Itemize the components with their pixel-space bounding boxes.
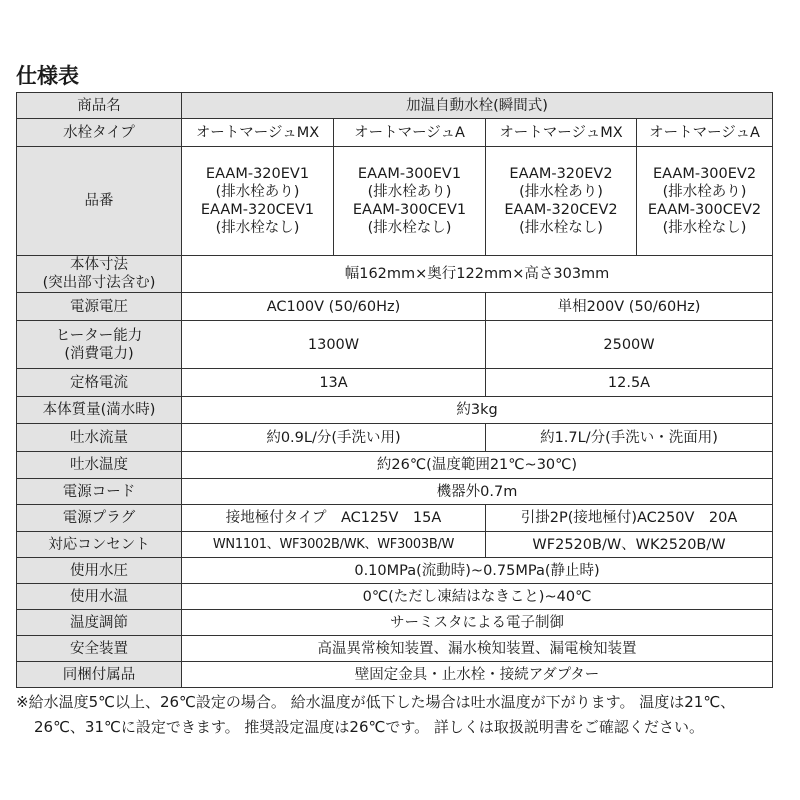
part-note: (排水栓なし) [519, 220, 603, 236]
part-note: (排水栓あり) [367, 184, 452, 200]
row-outlet-temp [17, 452, 773, 479]
label-part-number: 品番 [17, 147, 182, 256]
value-current-200v: 12.5A [486, 369, 773, 397]
page-title: 仕様表 [16, 64, 79, 88]
part-number: EAAM-300CEV2 [647, 202, 762, 218]
label-water-temp: 使用水温 [17, 584, 182, 610]
footnote [16, 690, 791, 740]
value-outlet-200v: WF2520B/W、WK2520B/W [486, 532, 773, 558]
label-dimensions [17, 256, 182, 293]
part-number: EAAM-320CEV2 [504, 202, 618, 218]
label-dimensions-line2: (突出部寸法含む) [42, 275, 156, 291]
value-part-number-1 [182, 147, 334, 256]
row-temp-control [17, 610, 773, 636]
value-part-number-4 [637, 147, 773, 256]
part-note: (排水栓なし) [215, 220, 300, 236]
value-faucet-type-1: オートマージュMX [182, 119, 334, 147]
part-note: (排水栓なし) [367, 220, 452, 236]
value-plug-100v: 接地極付タイプ AC125V 15A [182, 505, 486, 532]
value-mass: 約3kg [182, 397, 773, 424]
label-voltage: 電源電圧 [17, 293, 182, 321]
value-current-100v: 13A [182, 369, 486, 397]
row-heater [17, 321, 773, 369]
row-plug [17, 505, 773, 532]
part-number: EAAM-300EV1 [357, 166, 462, 182]
value-accessories: 壁固定金具・止水栓・接続アダプター [182, 662, 773, 688]
value-voltage-100v: AC100V (50/60Hz) [182, 293, 486, 321]
value-faucet-type-2: オートマージュA [334, 119, 486, 147]
value-temp-control: サーミスタによる電子制御 [182, 610, 773, 636]
part-note: (排水栓なし) [662, 220, 747, 236]
label-heater-line2: (消費電力) [64, 345, 134, 362]
value-plug-200v: 引掛2P(接地極付)AC250V 20A [486, 505, 773, 532]
label-current: 定格電流 [17, 369, 182, 397]
footnote-line-1: ※給水温度5℃以上、26℃設定の場合。 給水温度が低下した場合は吐水温度が下がります。 温度は21℃、 [16, 693, 736, 711]
label-outlet-temp: 吐水温度 [17, 452, 182, 479]
label-product-name: 商品名 [17, 93, 182, 119]
row-cord [17, 479, 773, 505]
value-dimensions: 幅162mm×奥行122mm×高さ303mm [182, 256, 773, 293]
value-voltage-200v: 単相200V (50/60Hz) [486, 293, 773, 321]
footnote-line-2: 26℃、31℃に設定できます。 推奨設定温度は26℃です。 詳しくは取扱説明書をご確認ください。 [34, 718, 704, 736]
row-accessories [17, 662, 773, 688]
row-dimensions [17, 256, 773, 293]
label-faucet-type: 水栓タイプ [17, 119, 182, 147]
part-number: EAAM-320CEV1 [200, 202, 315, 218]
label-pressure: 使用水圧 [17, 558, 182, 584]
label-accessories: 同梱付属品 [17, 662, 182, 688]
row-part-number [17, 147, 773, 256]
part-number: EAAM-320EV2 [509, 166, 613, 182]
label-cord: 電源コード [17, 479, 182, 505]
label-heater [17, 321, 182, 369]
spec-table [16, 92, 773, 688]
row-water-temp [17, 584, 773, 610]
value-product-name: 加温自動水栓(瞬間式) [182, 93, 773, 119]
label-dimensions-line1: 本体寸法 [70, 257, 128, 273]
value-flow-200v: 約1.7L/分(手洗い・洗面用) [486, 424, 773, 452]
value-faucet-type-4: オートマージュA [637, 119, 773, 147]
value-part-number-2 [334, 147, 486, 256]
row-outlet [17, 532, 773, 558]
row-product-name [17, 93, 773, 119]
part-number: EAAM-300EV2 [652, 166, 757, 182]
label-outlet: 対応コンセント [17, 532, 182, 558]
row-voltage [17, 293, 773, 321]
part-note: (排水栓あり) [215, 184, 300, 200]
value-heater-100v: 1300W [182, 321, 486, 369]
label-flow: 吐水流量 [17, 424, 182, 452]
value-safety: 高温異常検知装置、漏水検知装置、漏電検知装置 [182, 636, 773, 662]
part-note: (排水栓あり) [662, 184, 747, 200]
value-pressure: 0.10MPa(流動時)~0.75MPa(静止時) [182, 558, 773, 584]
value-outlet-temp: 約26℃(温度範囲21℃~30℃) [182, 452, 773, 479]
part-note: (排水栓あり) [519, 184, 603, 200]
part-number: EAAM-320EV1 [205, 166, 310, 182]
value-water-temp: 0℃(ただし凍結はなきこと)~40℃ [182, 584, 773, 610]
row-flow [17, 424, 773, 452]
part-number: EAAM-300CEV1 [352, 202, 467, 218]
row-current [17, 369, 773, 397]
label-heater-line1: ヒーター能力 [55, 327, 143, 344]
label-temp-control: 温度調節 [17, 610, 182, 636]
row-safety [17, 636, 773, 662]
value-part-number-3 [486, 147, 637, 256]
row-faucet-type [17, 119, 773, 147]
value-flow-100v: 約0.9L/分(手洗い用) [182, 424, 486, 452]
label-plug: 電源プラグ [17, 505, 182, 532]
value-outlet-100v: WN1101、WF3002B/WK、WF3003B/W [182, 532, 486, 558]
label-mass: 本体質量(満水時) [17, 397, 182, 424]
row-pressure [17, 558, 773, 584]
value-faucet-type-3: オートマージュMX [486, 119, 637, 147]
value-heater-200v: 2500W [486, 321, 773, 369]
row-mass [17, 397, 773, 424]
value-cord: 機器外0.7m [182, 479, 773, 505]
label-safety: 安全装置 [17, 636, 182, 662]
